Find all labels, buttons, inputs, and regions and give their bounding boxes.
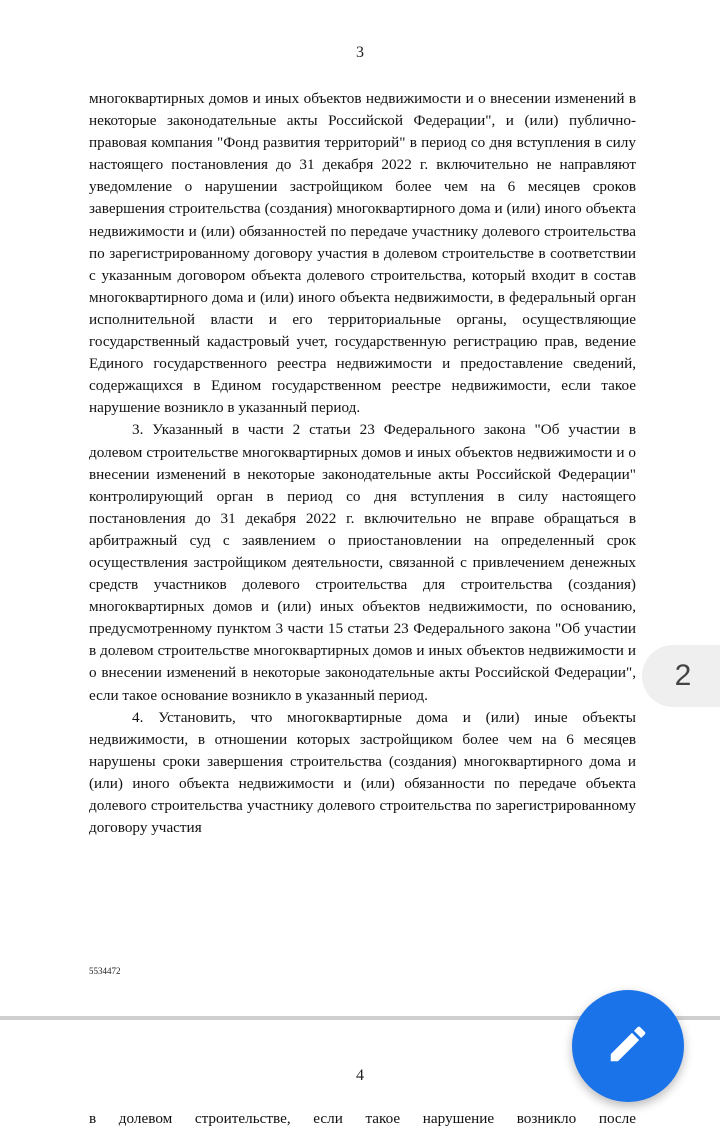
paragraph-first-line: в долевом строительстве, если такое нарушение возникло после <box>89 1110 636 1127</box>
page-body-text <box>89 1108 636 1130</box>
edit-button[interactable] <box>572 990 684 1102</box>
page-number: 4 <box>356 1067 364 1084</box>
document-code: 5534472 <box>89 966 121 976</box>
page-body-text <box>89 88 636 839</box>
page-number: 3 <box>356 44 364 61</box>
paragraph-continuation: многоквартирных домов и иных объектов недвижимости и о внесении изменений в некоторые законодательные акты Российской Федерации", и (или) публично-правовая компания "Фонд развития территорий" в период со дня вступления в силу настоящего постановления до 31 декабря 2022 г. включительно не направляют уведомление о нарушении застройщиком более чем на 6 месяцев сроков завершения строительства (создания) многоквартирного дома и (или) иного объекта недвижимости и (или) обязанностей по передаче участнику долевого строительства по зарегистрированному договору участия в долевом строительстве в соответствии с указанным договором объекта долевого строительства, который входит в состав многоквартирного дома и (или) иного объекта недвижимости, в федеральный орган исполнительной власти и его территориальные органы, осуществляющие государственный кадастровый учет, государственную регистрацию прав, ведение Единого государственного реестра недвижимости и предоставление сведений, содержащихся в Едином государственном реестре недвижимости, если такое нарушение возникло в указанный период. <box>89 90 636 417</box>
current-page-badge: 2 <box>642 645 720 707</box>
paragraph-4: 4. Установить, что многоквартирные дома и (или) иные объекты недвижимости, в отношении которых застройщиком более чем на 6 месяцев нарушены сроки завершения строительства (создания) многоквартирного дома и (или) иного объекта недвижимости и (или) обязанности по передаче объекта долевого строительства участнику долевого строительства по зарегистрированному договору участия <box>89 708 636 837</box>
paragraph-3: 3. Указанный в части 2 статьи 23 Федерального закона "Об участии в долевом строительстве многоквартирных домов и иных объектов недвижимости и о внесении изменений в некоторые законодательные акты Российской Федерации" контролирующий орган в период со дня вступления в силу настоящего постановления до 31 декабря 2022 г. включительно не вправе обращаться в арбитражный суд с заявлением о приостановлении на определенный срок осуществления застройщиком деятельности, связанной с привлечением денежных средств участников долевого строительства для строительства (создания) многоквартирных домов и (или) иных объектов недвижимости, по основанию, предусмотренному пунктом 3 части 15 статьи 23 Федерального закона "Об участии в долевом строительстве многоквартирных домов и иных объектов недвижимости и о внесении изменений в некоторые законодательные акты Российской Федерации", если такое основание возникло в указанный период. <box>89 421 636 704</box>
pencil-icon <box>605 1021 651 1072</box>
